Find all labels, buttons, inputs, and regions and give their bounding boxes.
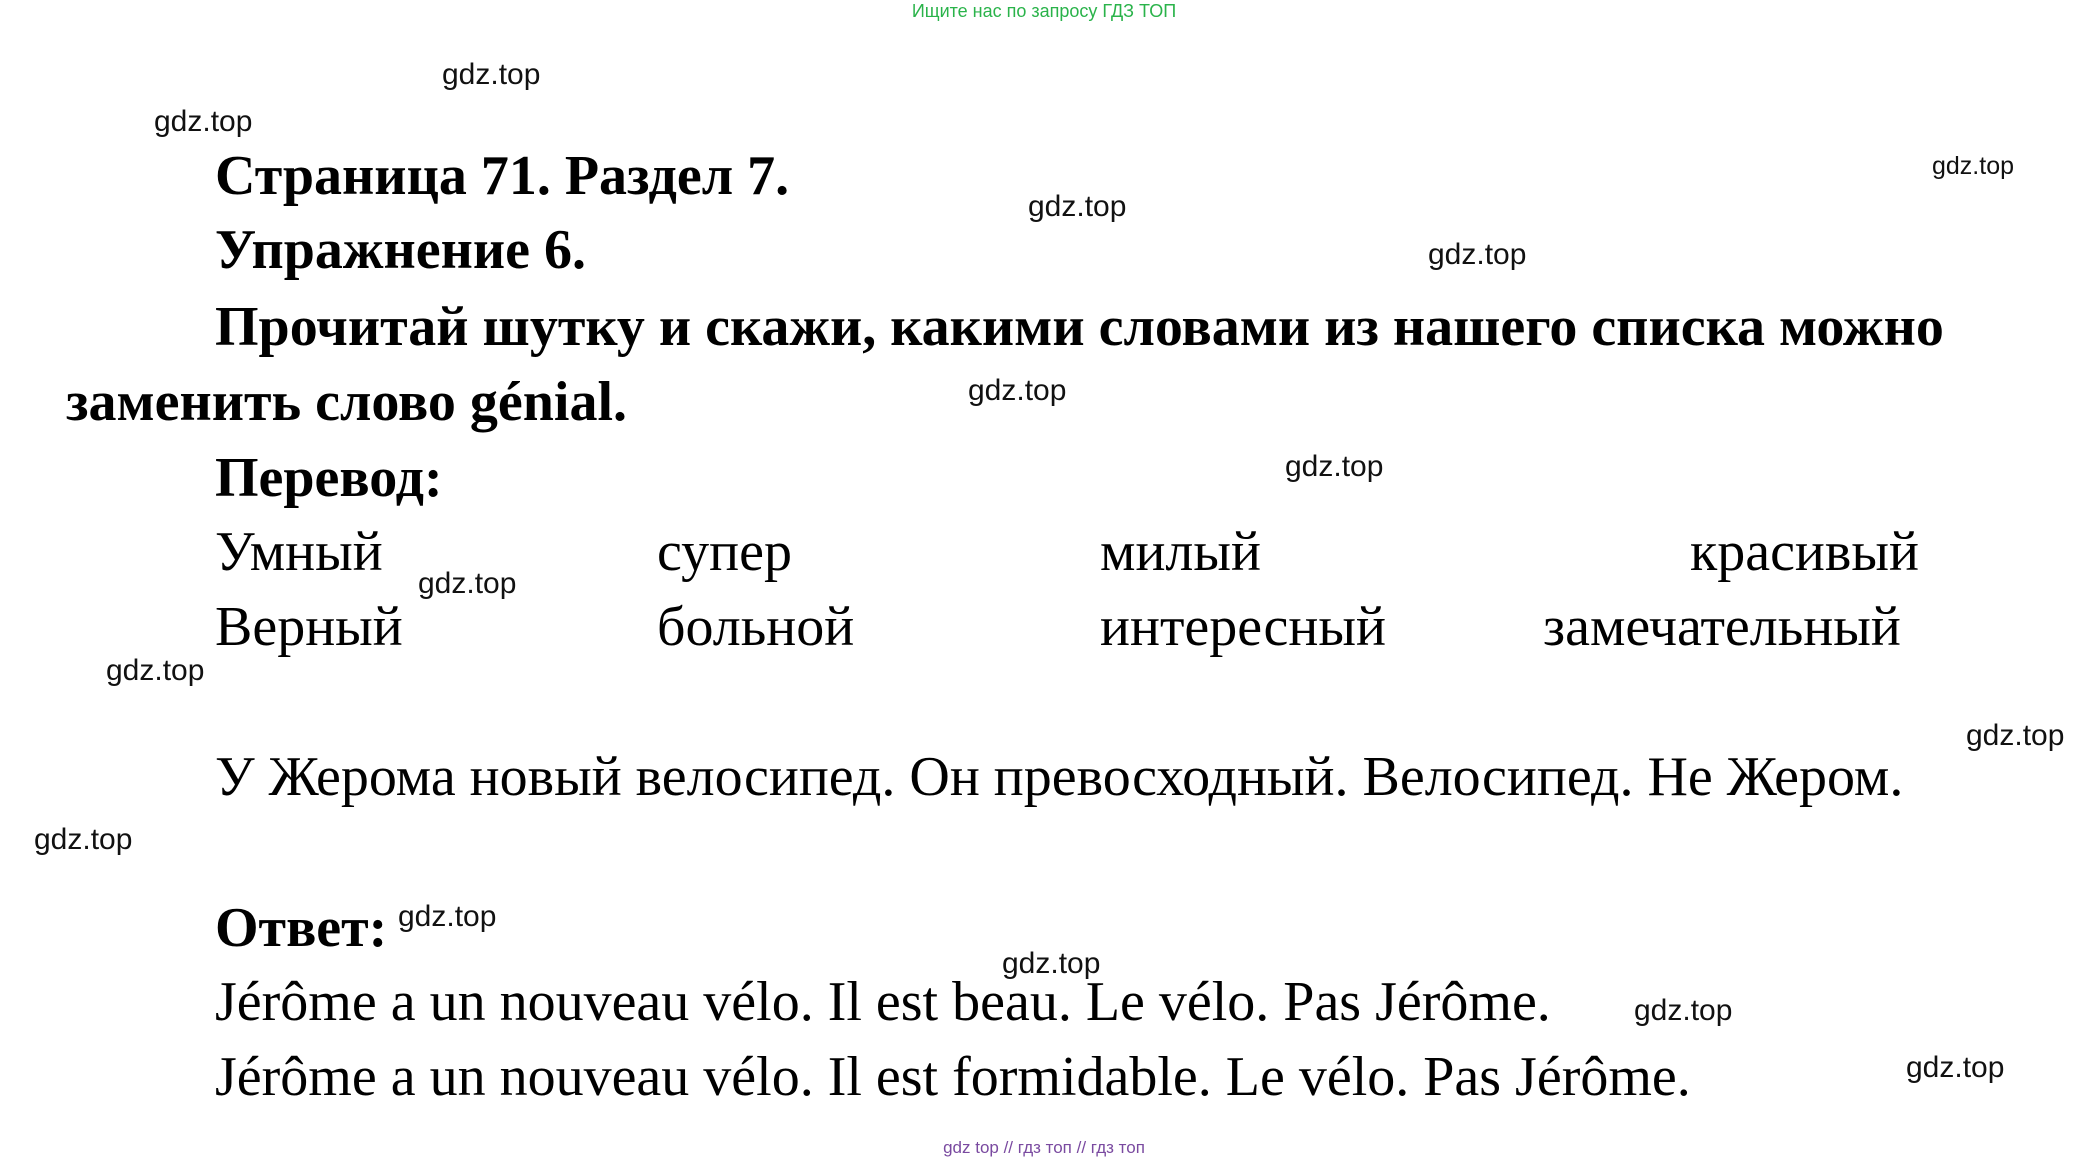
page-title: Страница 71. Раздел 7.: [215, 145, 790, 207]
word-item: Верный: [215, 596, 403, 658]
watermark: gdz.top: [1028, 190, 1127, 223]
word-item: Умный: [215, 521, 383, 583]
watermark: gdz.top: [106, 654, 205, 687]
watermark: gdz.top: [398, 900, 497, 933]
watermark: gdz.top: [968, 374, 1067, 407]
watermark: gdz.top: [1906, 1051, 2005, 1084]
watermark: gdz.top: [1966, 719, 2065, 752]
translation-label: Перевод:: [215, 447, 443, 509]
task-text-line-1: Прочитай шутку и скажи, какими словами из нашего списка можно: [215, 296, 1944, 358]
answer-line-1: Jérôme a un nouveau vélo. Il est beau. Le vélo. Pas Jérôme.: [215, 971, 1551, 1033]
answer-label: Ответ:: [215, 897, 388, 959]
task-text-line-2: заменить слово génial.: [66, 371, 628, 433]
word-item: больной: [657, 596, 855, 658]
watermark: gdz.top: [418, 567, 517, 600]
word-item: красивый: [1690, 521, 1919, 583]
watermark: gdz.top: [1285, 450, 1384, 483]
watermark: gdz.top: [1932, 152, 2015, 180]
joke-translation: У Жерома новый велосипед. Он превосходный. Велосипед. Не Жером.: [215, 746, 1904, 808]
word-item: замечательный: [1543, 596, 1901, 658]
word-item: милый: [1100, 521, 1261, 583]
watermark: gdz.top: [1634, 994, 1733, 1027]
top-banner: Ищите нас по запросу ГДЗ ТОП: [911, 1, 1177, 21]
answer-line-2: Jérôme a un nouveau vélo. Il est formidable. Le vélo. Pas Jérôme.: [215, 1046, 1691, 1108]
exercise-title: Упражнение 6.: [215, 219, 587, 281]
footer-banner: gdz top // гдз топ // гдз топ: [943, 1138, 1145, 1157]
watermark: gdz.top: [1428, 238, 1527, 271]
watermark: gdz.top: [154, 105, 253, 138]
word-item: интересный: [1100, 596, 1386, 658]
watermark: gdz.top: [1002, 947, 1101, 980]
watermark: gdz.top: [442, 58, 541, 91]
watermark: gdz.top: [34, 823, 133, 856]
word-item: супер: [657, 521, 792, 583]
